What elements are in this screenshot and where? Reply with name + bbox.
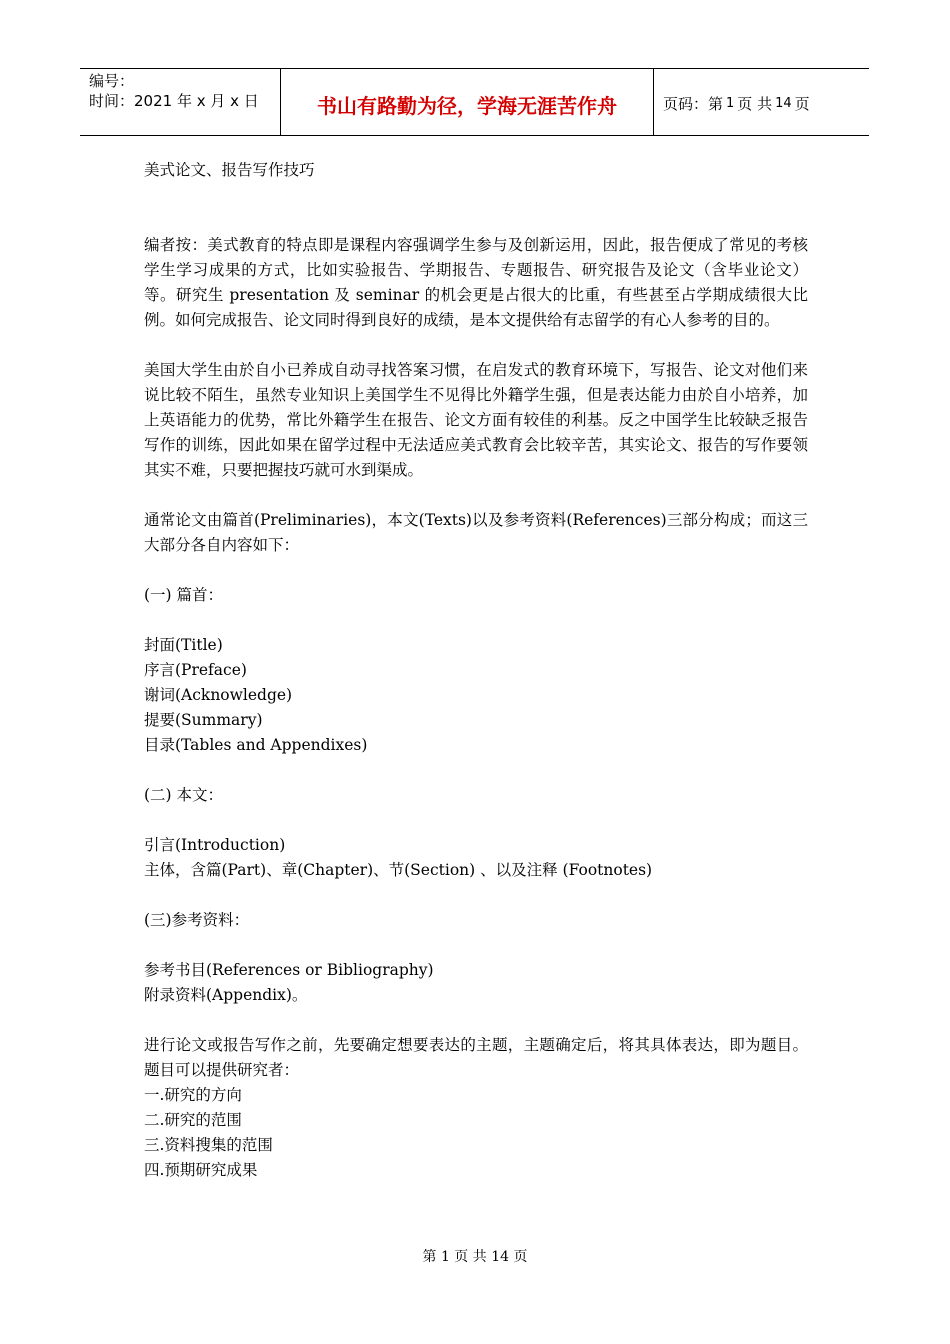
header-info-cell	[80, 69, 281, 135]
list-item: 参考书目(References or Bibliography)	[144, 961, 434, 979]
paragraph-1: 编者按：美式教育的特点即是课程内容强调学生参与及创新运用，因此，报告便成了常见的考核学生学习成果的方式，比如实验报告、学期报告、专题报告、研究报告及论文（含毕业论文）等。研究生 presentation 及 seminar 的机会更是占很大的比重，有些甚至占学期成绩很大比例。如何完成报告、论文同时得到良好的成绩，是本文提供给有志留学的有心人参考的目的。	[144, 236, 808, 329]
section-3-heading: (三)参考资料：	[144, 911, 250, 929]
page-prefix: 页码：第	[663, 95, 724, 113]
list-item: 主体，含篇(Part)、章(Chapter)、节(Section) 、以及注释 (Footnotes)	[144, 861, 653, 879]
section-2-heading: (二) 本文：	[144, 786, 224, 804]
paragraph-2: 美国大学生由於自小已养成自动寻找答案习惯，在启发式的教育环境下，写报告、论文对他们来说比较不陌生，虽然专业知识上美国学生不见得比外籍学生强，但是表达能力由於自小培养，加上英语能力的优势，常比外籍学生在报告、论文方面有较佳的利基。反之中国学生比较缺乏报告写作的训练，因此如果在留学过程中无法适应美式教育会比较辛苦，其实论文、报告的写作要领其实不难，只要把握技巧就可水到渠成。	[144, 361, 808, 479]
page-current: 1	[726, 96, 735, 111]
number-label: 编号：	[89, 72, 135, 90]
list-item: 三.资料搜集的范围	[144, 1136, 273, 1154]
list-item: 引言(Introduction)	[144, 836, 286, 854]
list-item: 谢词(Acknowledge)	[144, 686, 293, 704]
list-item: 二.研究的范围	[144, 1111, 242, 1129]
list-item: 提要(Summary)	[144, 711, 263, 729]
document-body	[144, 158, 808, 1183]
page-footer: 第 1 页 共 14 页	[422, 1249, 528, 1265]
paragraph-3: 通常论文由篇首(Preliminaries)，本文(Texts)以及参考资料(References)三部分构成；而这三大部分各自内容如下：	[144, 511, 808, 554]
list-item: 一.研究的方向	[144, 1086, 242, 1104]
section-1-heading: (一) 篇首：	[144, 586, 224, 604]
time-label: 时间：2021 年 x 月 x 日	[89, 92, 259, 110]
page-total: 14	[775, 96, 792, 111]
list-item: 封面(Title)	[144, 636, 223, 654]
list-item: 目录(Tables and Appendixes)	[144, 736, 368, 754]
header-motto: 书山有路勤为径，学海无涯苦作舟	[281, 69, 654, 135]
page-suffix: 页	[794, 95, 810, 113]
list-item: 序言(Preface)	[144, 661, 247, 679]
header-table	[80, 68, 869, 136]
header-page-info	[654, 69, 869, 135]
page-mid: 页 共	[737, 95, 773, 113]
list-item: 四.预期研究成果	[144, 1161, 258, 1179]
list-item: 附录资料(Appendix)。	[144, 986, 308, 1004]
doc-title: 美式论文、报告写作技巧	[144, 161, 315, 179]
paragraph-4: 进行论文或报告写作之前，先要确定想要表达的主题，主题确定后，将其具体表达，即为题目。题目可以提供研究者：	[144, 1036, 808, 1079]
